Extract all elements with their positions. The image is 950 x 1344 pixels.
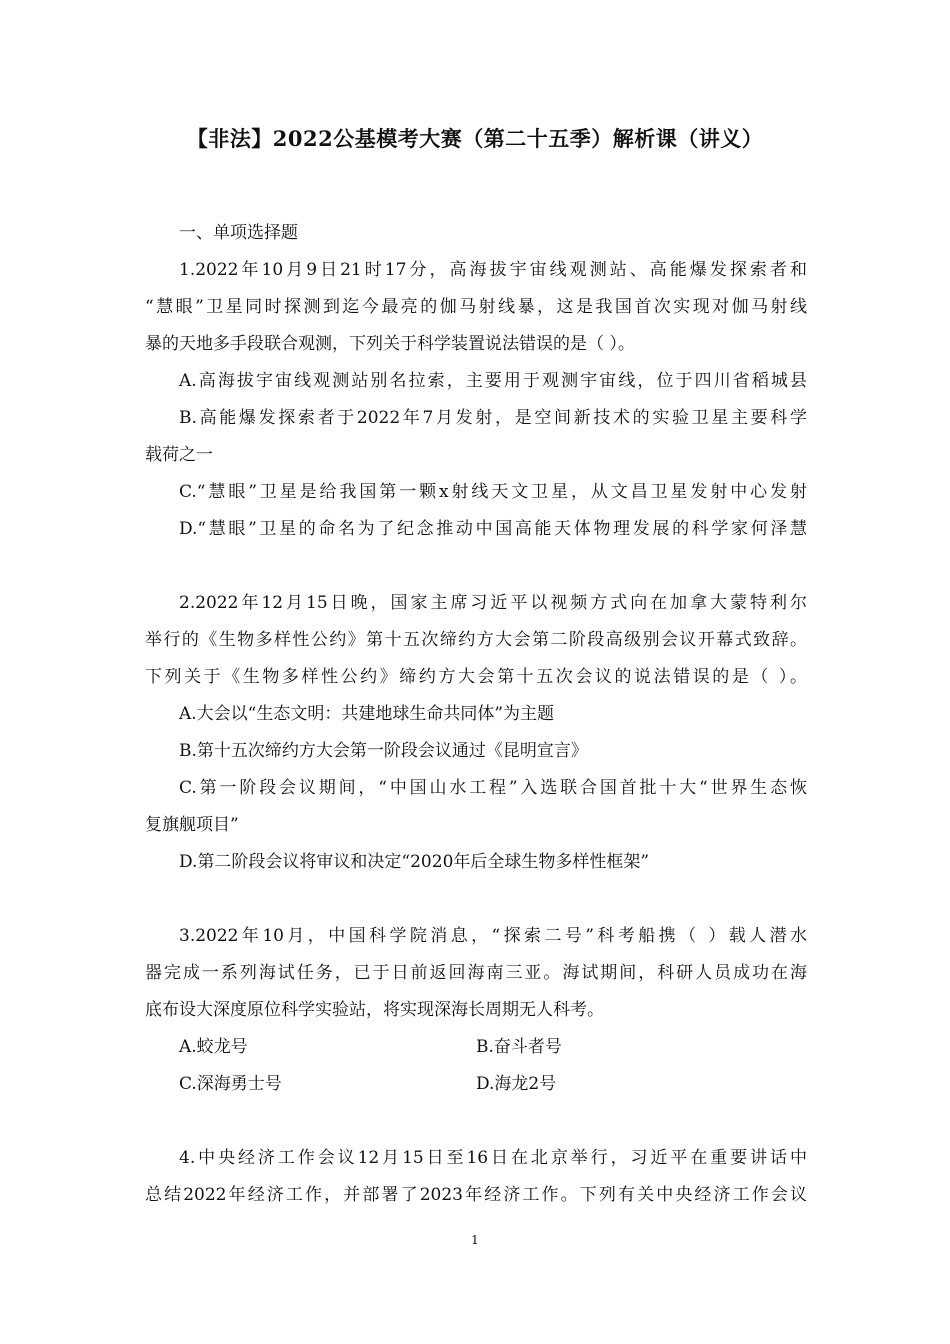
question-3 (145, 918, 807, 1103)
question-2 (145, 585, 807, 881)
question-gap (145, 881, 807, 918)
question-2-option-c-line-1: C.第一阶段会议期间，“中国山水工程”入选联合国首批十大“世界生态恢 (179, 778, 807, 798)
question-gap (145, 548, 807, 585)
question-3-stem-line-2: 器完成一系列海试任务，已于日前返回海南三亚。海试期间，科研人员成功在海 (145, 963, 807, 983)
question-2-stem-line-2: 举行的《生物多样性公约》第十五次缔约方大会第二阶段高级别会议开幕式致辞。 (145, 630, 807, 650)
question-4-stem-line-2: 总结2022年经济工作，并部署了2023年经济工作。下列有关中央经济工作会议 (145, 1185, 807, 1205)
question-2-stem-line-3: 下列关于《生物多样性公约》缔约方大会第十五次会议的说法错误的是（ ）。 (145, 667, 807, 687)
question-4 (145, 1140, 807, 1214)
question-4-stem-line-1: 4.中央经济工作会议12月15日至16日在北京举行，习近平在重要讲话中 (179, 1148, 807, 1168)
question-1-stem-line-3: 暴的天地多手段联合观测，下列关于科学装置说法错误的是（ ）。 (145, 334, 635, 354)
section-heading: 一、单项选择题 (179, 223, 298, 243)
question-3-stem-line-1: 3.2022年10月，中国科学院消息，“探索二号”科考船携（ ）载人潜水 (179, 926, 807, 946)
question-1-option-d: D.“慧眼”卫星的命名为了纪念推动中国高能天体物理发展的科学家何泽慧 (179, 519, 807, 539)
document-title: 【非法】2022公基模考大赛（第二十五季）解析课（讲义） (186, 126, 764, 151)
question-1-stem-line-1: 1.2022年10月9日21时17分，高海拔宇宙线观测站、高能爆发探索者和 (179, 260, 807, 280)
question-3-option-c: C.深海勇士号 (179, 1074, 282, 1094)
question-2-option-c-line-2: 复旗舰项目” (145, 815, 239, 835)
question-3-stem-line-3: 底布设大深度原位科学实验站，将实现深海长周期无人科考。 (145, 1000, 604, 1020)
question-gap (145, 1103, 807, 1140)
question-2-stem-line-1: 2.2022年12月15日晚，国家主席习近平以视频方式向在加拿大蒙特利尔 (179, 593, 807, 613)
question-3-option-d: D.海龙2号 (476, 1074, 557, 1094)
question-1-option-b-line-2: 载荷之一 (145, 445, 213, 465)
document-body (145, 215, 807, 1214)
page-number: 1 (471, 1233, 479, 1247)
question-1-stem-line-2: “慧眼”卫星同时探测到迄今最亮的伽马射线暴，这是我国首次实现对伽马射线 (145, 297, 807, 317)
question-2-option-a: A.大会以“生态文明：共建地球生命共同体”为主题 (179, 704, 555, 724)
question-2-option-b: B.第十五次缔约方大会第一阶段会议通过《昆明宣言》 (179, 741, 588, 761)
question-2-option-d: D.第二阶段会议将审议和决定“2020年后全球生物多样性框架” (179, 852, 650, 872)
question-1-option-b-line-1: B.高能爆发探索者于2022年7月发射，是空间新技术的实验卫星主要科学 (179, 408, 807, 428)
question-1-option-a: A.高海拔宇宙线观测站别名拉索，主要用于观测宇宙线，位于四川省稻城县 (179, 371, 807, 391)
question-1-option-c: C.“慧眼”卫星是给我国第一颗x射线天文卫星，从文昌卫星发射中心发射 (179, 482, 807, 502)
question-1 (145, 252, 807, 548)
question-3-options-row-2 (145, 1066, 807, 1103)
question-3-options-row-1 (145, 1029, 807, 1066)
question-3-option-a: A.蛟龙号 (179, 1037, 248, 1057)
question-3-option-b: B.奋斗者号 (476, 1037, 562, 1057)
